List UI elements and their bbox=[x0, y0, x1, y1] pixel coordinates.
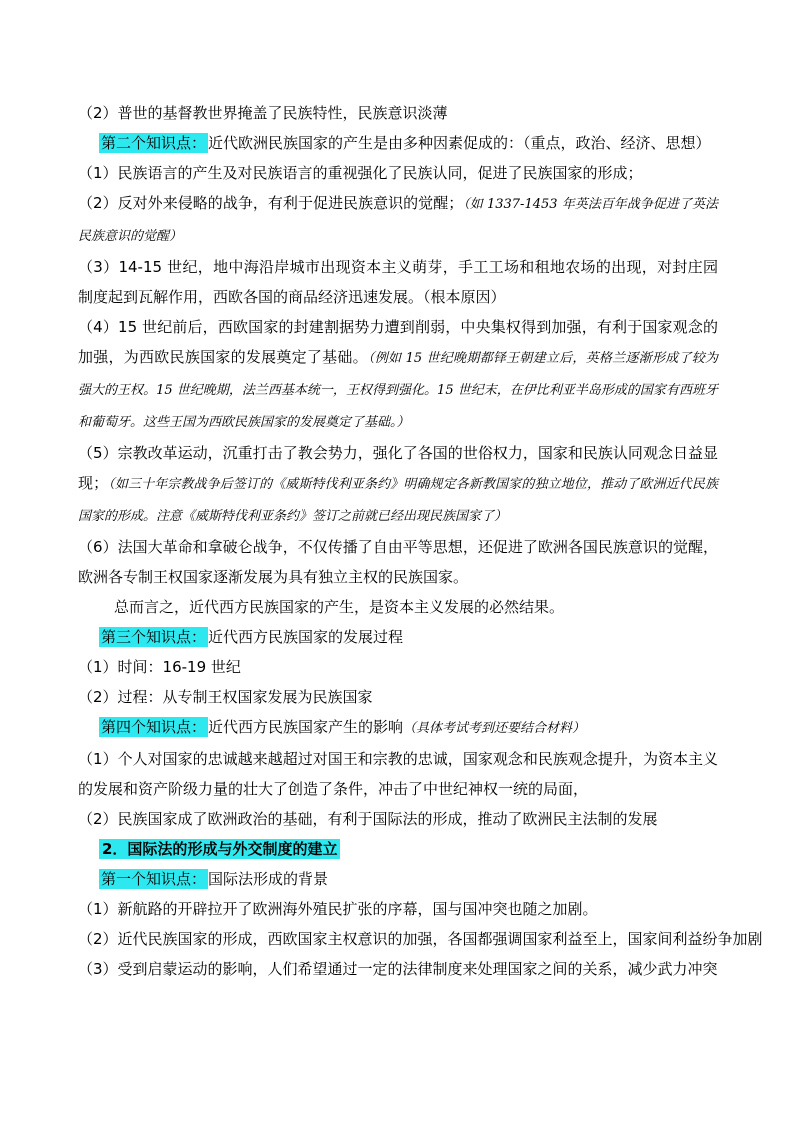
knowledge-point-text: 近代欧洲民族国家的产生是由多种因素促成的：（重点，政治、经济、思想） bbox=[208, 134, 711, 152]
text: 总而言之，近代西方民族国家的产生，是资本主义发展的必然结果。 bbox=[114, 598, 565, 616]
text: （3）受到启蒙运动的影响，人们希望通过一定的法律制度来处理国家之间的关系，减少武力冲突 bbox=[78, 960, 718, 978]
factor-4 bbox=[78, 312, 718, 438]
note: （具体考试考到还要结合材料） bbox=[403, 721, 586, 736]
text: （1）个人对国家的忠诚越来越超过对国王和宗教的忠诚，国家观念和民族观念提升，为资本主义的发展和资产阶级力量的壮大了创造了条件，冲击了中世纪神权一统的局面， bbox=[78, 750, 718, 798]
section-heading bbox=[78, 834, 718, 864]
text: （2）近代民族国家的形成，西欧国家主权意识的加强，各国都强调国家利益至上，国家间利益纷争加剧 bbox=[78, 930, 763, 948]
text: （2）普世的基督教世界掩盖了民族特性，民族意识淡薄 bbox=[78, 104, 448, 122]
text: （2）反对外来侵略的战争，有利于促进民族意识的觉醒； bbox=[78, 194, 464, 212]
impact-2 bbox=[78, 804, 718, 834]
text: （4）15 世纪前后，西欧国家的封建割据势力遭到削弱，中央集权得到加强，有利于国家观念的加强，为西欧民族国家的发展奠定了基础。 bbox=[78, 318, 718, 366]
knowledge-point-text: 近代西方民族国家产生的影响 bbox=[208, 718, 404, 736]
note: （如三十年宗教战争后签订的《威斯特伐利亚条约》明确规定各新教国家的独立地位，推动了欧洲近代民族国家的形成。注意《威斯特伐利亚条约》签订之前就已经出现民族国家了） bbox=[78, 477, 718, 524]
background-2 bbox=[78, 924, 763, 954]
text: （1）时间：16-19 世纪 bbox=[78, 658, 241, 676]
knowledge-point-label: 第一个知识点： bbox=[101, 870, 207, 888]
text: （1）民族语言的产生及对民族语言的重视强化了民族认同，促进了民族国家的形成； bbox=[78, 164, 643, 182]
factor-3 bbox=[78, 252, 718, 312]
text: （1）新航路的开辟拉开了欧洲海外殖民扩张的序幕，国与国冲突也随之加剧。 bbox=[78, 900, 598, 918]
knowledge-point-label: 第三个知识点： bbox=[101, 628, 207, 646]
text: （2）民族国家成了欧洲政治的基础，有利于国际法的形成，推动了欧洲民主法制的发展 bbox=[78, 810, 658, 828]
knowledge-point-1 bbox=[78, 864, 718, 894]
text: （6）法国大革命和拿破仑战争，不仅传播了自由平等思想，还促进了欧洲各国民族意识的觉醒，欧洲各专制王权国家逐渐发展为具有独立主权的民族国家。 bbox=[78, 538, 718, 586]
knowledge-point-4 bbox=[78, 712, 718, 744]
process-line bbox=[78, 682, 718, 712]
knowledge-point-3 bbox=[78, 622, 718, 652]
knowledge-point-2 bbox=[78, 128, 718, 158]
knowledge-point-label: 第二个知识点： bbox=[101, 134, 207, 152]
background-1 bbox=[78, 894, 718, 924]
background-3 bbox=[78, 954, 718, 984]
knowledge-point-text: 近代西方民族国家的发展过程 bbox=[208, 628, 404, 646]
text: （5）宗教改革运动，沉重打击了教会势力，强化了各国的世俗权力，国家和民族认同观念日益显现； bbox=[78, 444, 718, 492]
factor-1 bbox=[78, 158, 718, 188]
time-line bbox=[78, 652, 718, 682]
knowledge-point-label: 第四个知识点： bbox=[101, 718, 207, 736]
factor-2 bbox=[78, 188, 718, 252]
section-title: 2．国际法的形成与外交制度的建立 bbox=[99, 839, 340, 859]
impact-1 bbox=[78, 744, 718, 804]
note: （例如 15 世纪晚期都铎王朝建立后，英格兰逐渐形成了较为强大的王权。15 世纪晚期，法兰西基本统一，王权得到强化。15 世纪末，在伊比利亚半岛形成的国家有西班牙和葡萄牙。这些王国为西欧民族国家的发展奠定了基础。） bbox=[78, 351, 718, 430]
knowledge-point-text: 国际法形成的背景 bbox=[208, 870, 329, 888]
factor-6 bbox=[78, 532, 718, 592]
summary bbox=[78, 592, 718, 622]
paragraph-line bbox=[78, 98, 718, 128]
document-content bbox=[78, 98, 763, 984]
text: （3）14-15 世纪，地中海沿岸城市出现资本主义萌芽，手工工场和租地农场的出现，对封庄园制度起到瓦解作用，西欧各国的商品经济迅速发展。（根本原因） bbox=[78, 258, 718, 306]
note: （如 1337-1453 年英法百年战争促进了英法民族意识的觉醒） bbox=[78, 197, 718, 244]
factor-5 bbox=[78, 438, 718, 532]
text: （2）过程：从专制王权国家发展为民族国家 bbox=[78, 688, 373, 706]
